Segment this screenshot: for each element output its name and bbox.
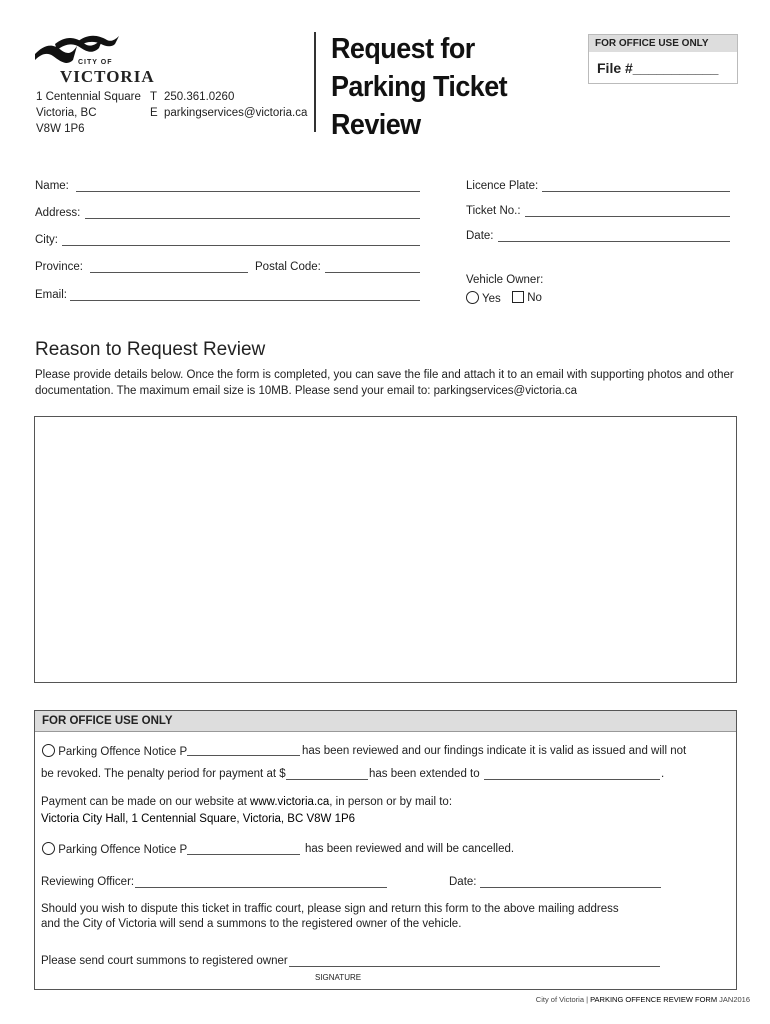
address-field[interactable] <box>85 218 420 219</box>
ticket-no-label: Ticket No.: <box>466 205 521 217</box>
signature-caption: SIGNATURE <box>315 973 362 982</box>
reason-instructions <box>35 367 735 399</box>
notice1-e: . <box>661 768 665 780</box>
address-line2: Victoria, BC <box>36 107 97 119</box>
licence-plate-field[interactable] <box>542 191 730 192</box>
page-title <box>331 30 507 144</box>
office-date-field[interactable] <box>480 887 661 888</box>
phone-prefix: T <box>150 91 158 103</box>
reason-heading: Reason to Request Review <box>35 339 266 360</box>
title-line1: Request for <box>331 33 475 65</box>
footer-left: City of Victoria | <box>535 995 591 1004</box>
phone: 250.361.0260 <box>164 91 235 103</box>
summons-label: Please send court summons to registered owner <box>41 955 288 967</box>
notice1-c: be revoked. The penalty period for payment at $ <box>41 768 286 780</box>
email-prefix: E <box>150 107 158 119</box>
date-field[interactable] <box>498 241 730 242</box>
email-label: Email: <box>35 289 67 301</box>
notice2-b: has been reviewed and will be cancelled. <box>305 843 515 855</box>
payment-info <box>41 796 452 808</box>
notice1-b: has been reviewed and our findings indicate it is valid as issued and will not <box>302 745 687 757</box>
yes-label: Yes <box>482 293 501 305</box>
payment-site: www.victoria.ca <box>250 796 330 808</box>
address-label: Address: <box>35 207 81 219</box>
office-use-section-header: FOR OFFICE USE ONLY <box>35 711 736 732</box>
notice1-d: has been extended to <box>369 768 480 780</box>
logo-victoria: VICTORIA <box>60 67 155 86</box>
office-use-header: FOR OFFICE USE ONLY <box>589 35 737 52</box>
notice2-number-field[interactable] <box>187 854 300 855</box>
footer <box>536 995 750 1004</box>
footer-form-name: PARKING OFFENCE REVIEW FORM <box>590 995 718 1004</box>
office-date-label: Date: <box>449 876 477 888</box>
licence-plate-label: Licence Plate: <box>466 180 539 192</box>
signature-field[interactable] <box>289 966 660 967</box>
logo-city-of: CITY OF <box>78 59 113 66</box>
name-label: Name: <box>35 180 69 192</box>
notice1-number-field[interactable] <box>187 755 300 756</box>
notice2-a: Parking Offence Notice P <box>58 844 188 856</box>
payment-address: Victoria City Hall, 1 Centennial Square, Victoria, BC V8W 1P6 <box>41 813 356 825</box>
footer-date: JAN2016 <box>717 995 750 1004</box>
payment-text2: , in person or by mail to: <box>329 796 453 808</box>
officer-field[interactable] <box>135 887 387 888</box>
address-line1: 1 Centennial Square <box>36 91 141 103</box>
reason-email: parkingservices@victoria.ca <box>433 385 577 397</box>
reason-textarea[interactable] <box>34 416 737 683</box>
notice2-row <box>42 842 187 856</box>
dispute-line1: Should you wish to dispute this ticket in traffic court, please sign and return this form to the above mailing address <box>41 903 619 915</box>
name-field[interactable] <box>76 191 420 192</box>
city-logo <box>33 32 155 87</box>
office-use-box <box>588 34 738 84</box>
contact-email: parkingservices@victoria.ca <box>164 107 308 119</box>
vehicle-owner-yes[interactable] <box>466 291 501 305</box>
payment-text1: Payment can be made on our website at <box>41 796 251 808</box>
ticket-no-field[interactable] <box>525 216 730 217</box>
title-line2: Parking Ticket <box>331 71 508 103</box>
extended-date-field[interactable] <box>484 779 660 780</box>
notice1-radio[interactable] <box>42 744 55 757</box>
title-line3: Review <box>331 109 421 141</box>
title-divider <box>314 32 316 132</box>
notice1-a: Parking Offence Notice P <box>58 746 188 758</box>
officer-label: Reviewing Officer: <box>41 876 135 888</box>
province-label: Province: <box>35 261 83 273</box>
province-field[interactable] <box>90 272 248 273</box>
city-label: City: <box>35 234 58 246</box>
city-field[interactable] <box>62 245 420 246</box>
dispute-line2: and the City of Victoria will send a summons to the registered owner of the vehicle. <box>41 918 462 930</box>
vehicle-owner-label: Vehicle Owner: <box>466 274 544 286</box>
no-label: No <box>527 292 542 304</box>
address-line3: V8W 1P6 <box>36 123 85 135</box>
notice1-row <box>42 744 187 758</box>
penalty-amount-field[interactable] <box>286 779 368 780</box>
postal-code-label: Postal Code: <box>255 261 321 273</box>
postal-code-field[interactable] <box>325 272 420 273</box>
date-label: Date: <box>466 230 494 242</box>
no-checkbox[interactable] <box>512 291 524 303</box>
vehicle-owner-no[interactable] <box>512 291 542 304</box>
email-field[interactable] <box>70 300 420 301</box>
reason-text: Please provide details below. Once the form is completed, you can save the file and attach it to an email with supporting photos and other documentation. The maximum email size is 10MB. Please send your email to: <box>35 369 734 397</box>
file-number-field[interactable]: File #___________ <box>597 60 719 76</box>
notice2-radio[interactable] <box>42 842 55 855</box>
yes-radio[interactable] <box>466 291 479 304</box>
